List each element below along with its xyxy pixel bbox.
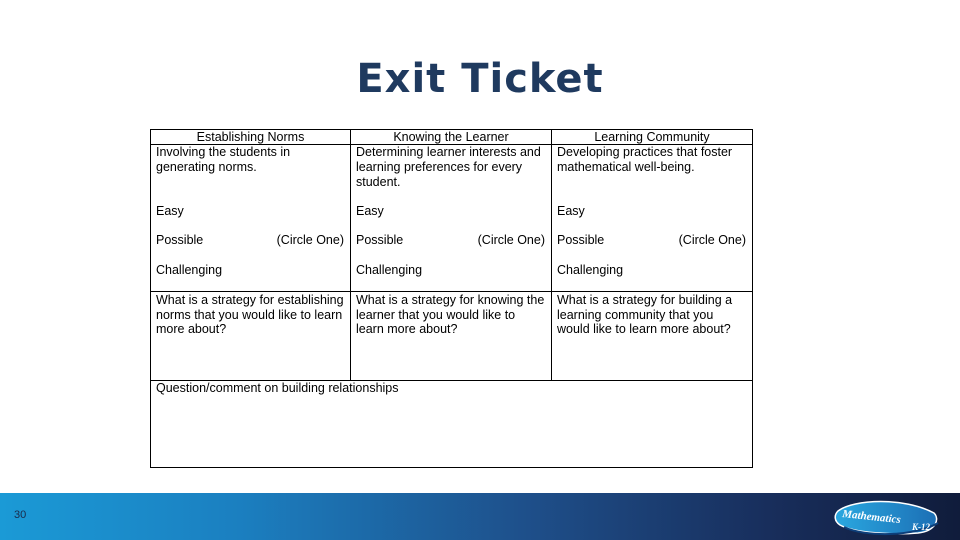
mathematics-k12-logo: [834, 497, 942, 537]
slide-title: Exit Ticket: [356, 56, 604, 102]
header-establishing-norms: Establishing Norms: [151, 130, 351, 144]
prompt-text: Developing practices that foster mathematical well-being.: [557, 145, 733, 174]
scale-easy: Easy: [557, 204, 585, 218]
logo-text-sub: K-12: [912, 522, 930, 532]
strategy-question-norms[interactable]: What is a strategy for establishing norms that you would like to learn more about?: [151, 292, 351, 380]
scale-challenging: Challenging: [356, 263, 423, 277]
scale-possible-label: Possible: [557, 233, 605, 247]
exit-ticket-table: [150, 129, 753, 468]
scale-easy: Easy: [356, 204, 384, 218]
circle-one-label: (Circle One): [276, 233, 344, 247]
strategy-question-community[interactable]: What is a strategy for building a learning community that you would like to learn more about?: [557, 293, 733, 336]
table-header-row: [151, 130, 752, 145]
scale-possible-label: Possible: [356, 233, 404, 247]
rating-cell-community: [552, 145, 752, 291]
strategy-row: [151, 292, 752, 381]
slide-number: 30: [14, 509, 27, 521]
scale-possible: [356, 233, 545, 247]
prompt-text: Determining learner interests and learning preferences for every student.: [356, 145, 541, 189]
rating-row: [151, 145, 752, 292]
header-knowing-the-learner: Knowing the Learner: [351, 130, 552, 144]
scale-possible: [557, 233, 746, 247]
scale-possible-label: Possible: [156, 233, 204, 247]
rating-cell-norms: [151, 145, 351, 291]
rating-cell-learner: [351, 145, 552, 291]
scale-easy: Easy: [156, 204, 184, 218]
strategy-question-learner[interactable]: What is a strategy for knowing the learner that you would like to learn more about?: [351, 292, 552, 380]
question-comment-label: Question/comment on building relationships: [156, 381, 399, 395]
circle-one-label: (Circle One): [477, 233, 545, 247]
scale-possible: [156, 233, 344, 247]
footer-bar: [0, 493, 960, 540]
scale-challenging: Challenging: [156, 263, 223, 277]
scale-challenging: Challenging: [557, 263, 624, 277]
logo-text-main: Mathematics: [841, 508, 902, 527]
header-learning-community: Learning Community: [594, 130, 710, 144]
question-comment-row[interactable]: [151, 381, 752, 468]
circle-one-label: (Circle One): [678, 233, 746, 247]
prompt-text: Involving the students in generating norms.: [156, 145, 291, 174]
